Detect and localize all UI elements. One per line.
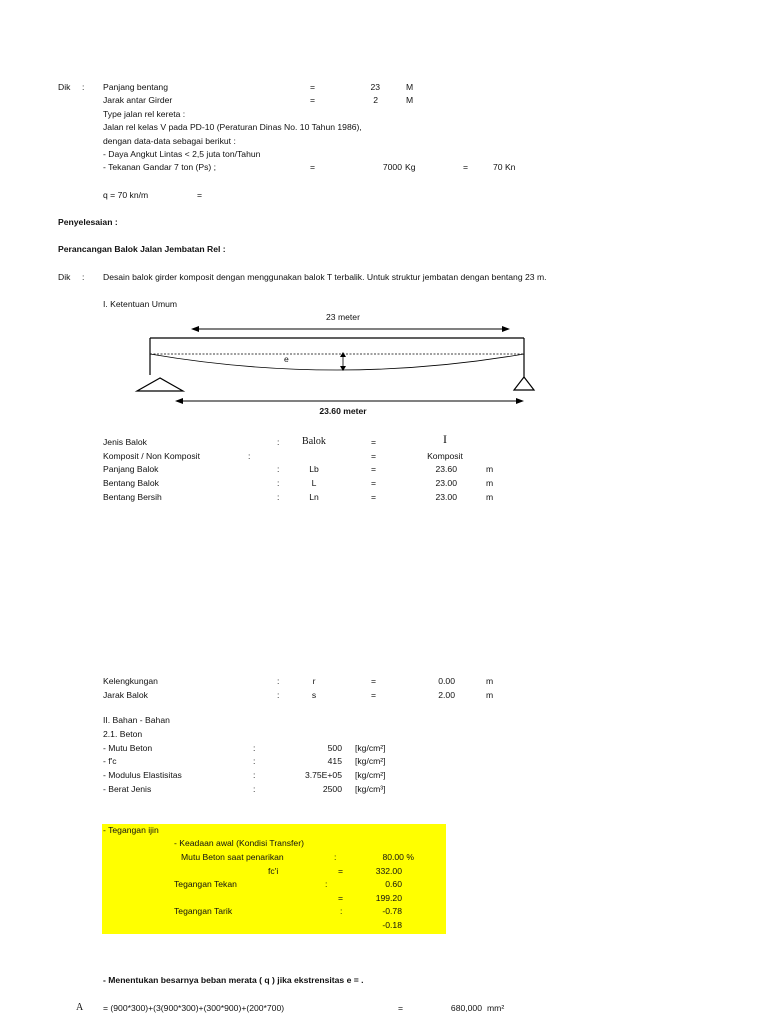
- axle-unit: Kg: [405, 162, 416, 172]
- girder-eq: =: [310, 95, 316, 105]
- concrete-value: 2500: [322, 784, 342, 794]
- prop-eq: =: [371, 451, 377, 461]
- prop-label: Bentang Balok: [103, 478, 159, 488]
- prop-eq: =: [371, 464, 377, 474]
- section1-title: I. Ketentuan Umum: [103, 299, 178, 309]
- prop-unit: m: [486, 478, 494, 488]
- design-heading: Perancangan Balok Jalan Jembatan Rel :: [58, 244, 226, 254]
- prop-value: 23.00: [435, 492, 457, 502]
- concrete-label: - Modulus Elastisitas: [103, 770, 182, 780]
- tarik-label: Tegangan Tarik: [174, 906, 233, 916]
- prop-unit: m: [486, 464, 494, 474]
- span-dimension-label: 23 meter: [326, 312, 360, 322]
- bottom-arrow-left: [175, 398, 183, 404]
- concrete-unit: [kg/cm²]: [355, 770, 386, 780]
- tarik-colon: :: [340, 906, 343, 916]
- tekan-colon: :: [325, 879, 328, 889]
- bottom-arrow-right: [516, 398, 524, 404]
- prop-colon: :: [277, 437, 280, 447]
- mutu-value: 80.00 %: [382, 852, 414, 862]
- girder-value: 2: [373, 95, 378, 105]
- design-given-text: Desain balok girder komposit dengan menggunakan balok T terbalik. Untuk struktur jembatan dengan bentang 23 m.: [103, 272, 547, 282]
- mutu-colon: :: [334, 852, 337, 862]
- axle-kn: 70 Kn: [493, 162, 516, 172]
- prop-colon: :: [277, 676, 280, 686]
- concrete-unit: [kg/cm²]: [355, 756, 386, 766]
- design-given-colon: :: [82, 272, 85, 282]
- concrete-colon: :: [253, 770, 256, 780]
- area-eq: =: [398, 1003, 404, 1013]
- prop-value: 0.00: [438, 676, 455, 686]
- concrete-value: 415: [327, 756, 342, 766]
- concrete-label: - f'c: [103, 756, 117, 766]
- q-eq: =: [197, 190, 203, 200]
- tekan-value: 0.60: [385, 879, 402, 889]
- rail-data-intro: dengan data-data sebagai berikut :: [103, 136, 236, 146]
- tekan-value-2: 199.20: [375, 893, 402, 903]
- concrete-colon: :: [253, 756, 256, 766]
- tekan-label: Tegangan Tekan: [174, 879, 237, 889]
- fci-eq: =: [338, 866, 344, 876]
- tekan-eq: =: [338, 893, 344, 903]
- prop-colon: :: [277, 464, 280, 474]
- q-label: q = 70 kn/m: [103, 190, 149, 200]
- prop-colon: :: [277, 478, 280, 488]
- prop-unit: m: [486, 690, 494, 700]
- axle-value: 7000: [382, 162, 402, 172]
- section2-title: II. Bahan - Bahan: [103, 715, 170, 725]
- mutu-label: Mutu Beton saat penarikan: [181, 852, 284, 862]
- concrete-value: 500: [327, 743, 342, 753]
- prop-label: Jarak Balok: [103, 690, 148, 700]
- span-label: Panjang bentang: [103, 82, 168, 92]
- prop-symbol: L: [311, 478, 317, 488]
- prop-label: Bentang Bersih: [103, 492, 162, 502]
- prop-unit: m: [486, 676, 494, 686]
- pin-support-left: [137, 378, 183, 391]
- capacity: - Daya Angkut Lintas < 2,5 juta ton/Tahun: [103, 149, 261, 159]
- prop-label: Jenis Balok: [103, 437, 147, 447]
- rail-class: Jalan rel kelas V pada PD-10 (Peraturan Dinas No. 10 Tahun 1986),: [103, 122, 362, 132]
- solution-heading: Penyelesaian :: [58, 217, 118, 227]
- prop-value: 23.60: [435, 464, 457, 474]
- rail-type-label: Type jalan rel kereta :: [103, 109, 186, 119]
- tendon-profile: [150, 354, 524, 370]
- tarik-value: -0.78: [382, 906, 402, 916]
- prop-colon: :: [277, 492, 280, 502]
- prop-eq: =: [371, 690, 377, 700]
- load-heading: - Menentukan besarnya beban merata ( q ) jika ekstrensitas e = .: [103, 975, 364, 985]
- prop-label: Kelengkungan: [103, 676, 158, 686]
- pin-support-right: [514, 377, 534, 390]
- top-arrow-right: [502, 326, 510, 332]
- girder-unit: M: [406, 95, 414, 105]
- area-symbol: A: [76, 1002, 84, 1013]
- allowable-title: - Tegangan ijin: [103, 825, 159, 835]
- eccentricity-arrow-up: [340, 352, 346, 357]
- prop-colon: :: [248, 451, 251, 461]
- span-eq: =: [310, 82, 316, 92]
- concrete-title: 2.1. Beton: [103, 729, 143, 739]
- concrete-unit: [kg/cm³]: [355, 784, 386, 794]
- prop-symbol: Ln: [309, 492, 319, 502]
- concrete-value: 3.75E+05: [304, 770, 342, 780]
- axle-eq2: =: [463, 162, 469, 172]
- given-colon: :: [82, 82, 85, 92]
- prop-label: Panjang Balok: [103, 464, 159, 474]
- axle-eq: =: [310, 162, 316, 172]
- fci-value: 332.00: [375, 866, 402, 876]
- prop-unit: m: [486, 492, 494, 502]
- prop-colon: :: [277, 690, 280, 700]
- span-value: 23: [370, 82, 380, 92]
- length-dimension-label: 23.60 meter: [319, 406, 367, 416]
- area-formula: = (900*300)+(3(900*300)+(300*900)+(200*700): [103, 1003, 285, 1013]
- prop-eq: =: [371, 676, 377, 686]
- concrete-label: - Mutu Beton: [103, 743, 153, 753]
- prop-value: 23.00: [435, 478, 457, 488]
- design-given-label: Dik: [58, 272, 71, 282]
- top-arrow-left: [191, 326, 199, 332]
- prop-symbol: Lb: [309, 464, 319, 474]
- eccentricity-label: e: [284, 354, 289, 364]
- span-unit: M: [406, 82, 414, 92]
- concrete-colon: :: [253, 784, 256, 794]
- girder-label: Jarak antar Girder: [103, 95, 173, 105]
- fci-label: fc'i: [268, 866, 279, 876]
- concrete-unit: [kg/cm²]: [355, 743, 386, 753]
- prop-symbol: r: [312, 676, 316, 686]
- area-value: 680,000: [450, 1003, 482, 1013]
- prop-value: 2.00: [438, 690, 455, 700]
- initial-condition: - Keadaan awal (Kondisi Transfer): [174, 838, 304, 848]
- given-label: Dik: [58, 82, 71, 92]
- prop-eq: =: [371, 492, 377, 502]
- concrete-colon: :: [253, 743, 256, 753]
- axle-label: - Tekanan Gandar 7 ton (Ps) ;: [103, 162, 217, 172]
- prop-value: Komposit: [427, 451, 463, 461]
- prop-symbol: Balok: [302, 436, 326, 447]
- concrete-label: - Berat Jenis: [103, 784, 152, 794]
- prop-symbol: s: [311, 690, 317, 700]
- tarik-value-2: -0.18: [382, 920, 402, 930]
- prop-eq: =: [371, 437, 377, 447]
- prop-label: Komposit / Non Komposit: [103, 451, 200, 461]
- prop-eq: =: [371, 478, 377, 488]
- prop-value: I: [443, 432, 447, 446]
- area-unit: mm²: [487, 1003, 505, 1013]
